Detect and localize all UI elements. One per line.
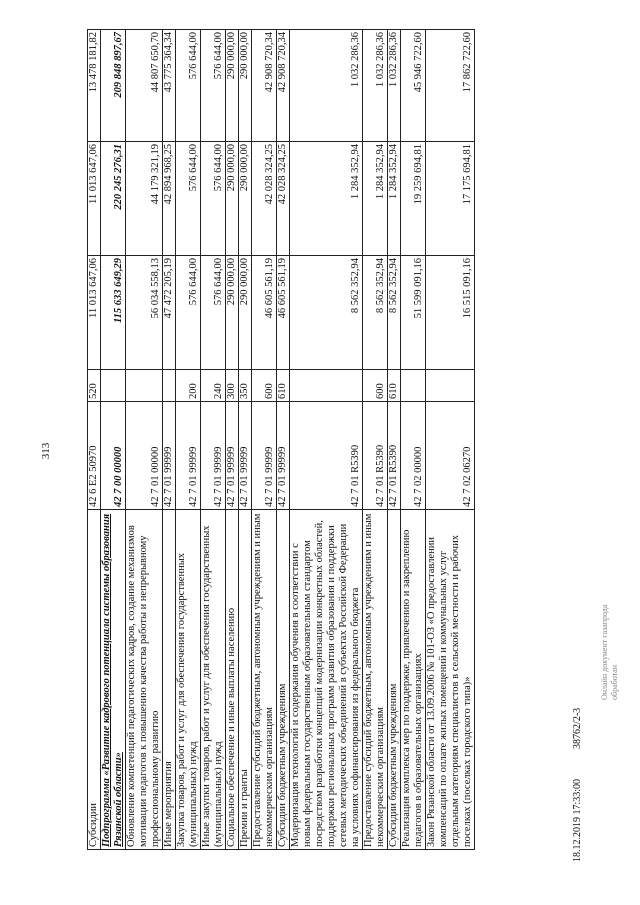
- row-amount-3: 1 032 286,36: [388, 30, 401, 142]
- table-row: [388, 30, 401, 850]
- row-name: Субсидии: [88, 510, 101, 850]
- row-amount-2: 1 284 352,94: [388, 142, 401, 256]
- table-row: [290, 30, 363, 850]
- row-expense-type: [426, 370, 475, 402]
- row-expense-type: [101, 370, 126, 402]
- row-expense-type: [401, 370, 426, 402]
- row-amount-3: 44 807 650,70: [126, 30, 163, 142]
- row-amount-2: 42 028 324,25: [277, 142, 290, 256]
- row-amount-1: 8 562 352,94: [388, 256, 401, 370]
- row-amount-1: 576 644,00: [201, 256, 226, 370]
- row-amount-2: 220 245 276,31: [101, 142, 126, 256]
- row-amount-2: 19 259 694,81: [401, 142, 426, 256]
- row-amount-1: 51 599 091,16: [401, 256, 426, 370]
- row-amount-2: 290 000,00: [226, 142, 239, 256]
- row-code: 42 7 01 99999: [163, 402, 176, 510]
- row-expense-type: 600: [363, 370, 388, 402]
- watermark-stamp: [600, 520, 630, 700]
- row-code: 42 7 01 R5390: [290, 402, 363, 510]
- row-code: 42 6 E2 50970: [88, 402, 101, 510]
- row-amount-3: 1 032 286,36: [290, 30, 363, 142]
- row-name: Модернизация технологий и содержания обучения в соответствии с новым федеральным государственным образовательным стандартом посредством разработки концепций модернизации конкретных областей, поддержки региональных программ развития образования и поддержки сетевых методических объединений в субъектах Российской Федерации на условиях софинансирования из федерального бюджета: [290, 510, 363, 850]
- row-code: 42 7 01 99999: [252, 402, 277, 510]
- row-amount-3: 209 848 897,67: [101, 30, 126, 142]
- row-amount-1: 11 013 647,06: [88, 256, 101, 370]
- row-amount-2: 576 644,00: [176, 142, 201, 256]
- row-name: Социальное обеспечение и иные выплаты населению: [226, 510, 239, 850]
- row-amount-2: 42 028 324,25: [252, 142, 277, 256]
- row-code: 42 7 01 00000: [126, 402, 163, 510]
- row-amount-1: 47 472 205,19: [163, 256, 176, 370]
- table-row: [126, 30, 163, 850]
- row-amount-2: 17 175 694,81: [426, 142, 475, 256]
- row-expense-type: [163, 370, 176, 402]
- page-number: 313: [40, 442, 52, 460]
- row-amount-1: 115 633 649,29: [101, 256, 126, 370]
- row-name: Реализация комплекса мер по поддержке, привлечению и закреплению педагогов в образовательных организациях: [401, 510, 426, 850]
- stamp-line-2: обработан: [610, 664, 619, 700]
- table-row: [239, 30, 252, 850]
- row-expense-type: 300: [226, 370, 239, 402]
- row-expense-type: [126, 370, 163, 402]
- row-amount-2: 44 179 321,19: [126, 142, 163, 256]
- row-amount-2: 1 284 352,94: [363, 142, 388, 256]
- row-expense-type: 200: [176, 370, 201, 402]
- table-row: [401, 30, 426, 850]
- row-amount-1: 290 000,00: [239, 256, 252, 370]
- row-expense-type: 610: [388, 370, 401, 402]
- row-amount-3: 576 644,00: [201, 30, 226, 142]
- row-amount-1: 46 605 561,19: [277, 256, 290, 370]
- row-amount-3: 290 000,00: [226, 30, 239, 142]
- row-amount-1: 576 644,00: [176, 256, 201, 370]
- row-name: Иные закупки товаров, работ и услуг для обеспечения государственных (муниципальных) нужд: [201, 510, 226, 850]
- row-code: 42 7 01 R5390: [388, 402, 401, 510]
- table-row: [363, 30, 388, 850]
- row-amount-2: 1 284 352,94: [290, 142, 363, 256]
- row-amount-3: 42 908 720,34: [252, 30, 277, 142]
- table-row: [252, 30, 277, 850]
- row-amount-2: 290 000,00: [239, 142, 252, 256]
- row-name: Закон Рязанской области от 13.09.2006 № 101-ОЗ «О предоставлении компенсаций по оплате жилых помещений и коммунальных услуг отдельным категориям специалистов в сельской местности и рабочих поселках (поселках городского типа)»: [426, 510, 475, 850]
- row-expense-type: 600: [252, 370, 277, 402]
- row-code: 42 7 01 99999: [176, 402, 201, 510]
- footer: [572, 622, 586, 862]
- row-expense-type: 350: [239, 370, 252, 402]
- row-code: 42 7 01 99999: [201, 402, 226, 510]
- row-name: Предоставление субсидий бюджетным, автономным учреждениям и иным некоммерческим организациям: [363, 510, 388, 850]
- row-expense-type: 520: [88, 370, 101, 402]
- table-row: [163, 30, 176, 850]
- row-name: Иные мероприятия: [163, 510, 176, 850]
- table-row: [101, 30, 126, 850]
- row-amount-2: 576 644,00: [201, 142, 226, 256]
- footer-doc-code: 38762/2-3: [572, 707, 583, 749]
- footer-datetime: 18.12.2019 17:33:00: [572, 778, 583, 862]
- row-expense-type: 610: [277, 370, 290, 402]
- row-name: Субсидии бюджетным учреждениям: [388, 510, 401, 850]
- row-amount-3: 17 862 722,60: [426, 30, 475, 142]
- table-row: [226, 30, 239, 850]
- table-row: [176, 30, 201, 850]
- row-amount-3: 576 644,00: [176, 30, 201, 142]
- row-amount-1: 56 034 558,13: [126, 256, 163, 370]
- row-name: Подпрограмма «Развитие кадрового потенциала системы образования Рязанской области»: [101, 510, 126, 850]
- row-code: 42 7 02 00000: [401, 402, 426, 510]
- row-name: Субсидии бюджетным учреждениям: [277, 510, 290, 850]
- row-amount-3: 43 775 364,34: [163, 30, 176, 142]
- row-amount-3: 290 000,00: [239, 30, 252, 142]
- row-amount-3: 42 908 720,34: [277, 30, 290, 142]
- row-amount-1: 16 515 091,16: [426, 256, 475, 370]
- row-amount-2: 11 013 647,06: [88, 142, 101, 256]
- row-amount-1: 290 000,00: [226, 256, 239, 370]
- row-code: 42 7 02 06270: [426, 402, 475, 510]
- row-expense-type: [290, 370, 363, 402]
- row-name: Предоставление субсидий бюджетным, автономным учреждениям и иным некоммерческим организациям: [252, 510, 277, 850]
- table-row: [426, 30, 475, 850]
- row-amount-1: 8 562 352,94: [290, 256, 363, 370]
- budget-table-rotated: [87, 30, 545, 850]
- row-code: 42 7 01 99999: [239, 402, 252, 510]
- row-name: Премии и гранты: [239, 510, 252, 850]
- table-row: [88, 30, 101, 850]
- row-amount-3: 13 478 181,82: [88, 30, 101, 142]
- stamp-line-1: Онлайн документ газапрода: [600, 604, 609, 700]
- row-code: 42 7 01 99999: [277, 402, 290, 510]
- table-row: [277, 30, 290, 850]
- row-amount-1: 46 605 561,19: [252, 256, 277, 370]
- row-code: 42 7 01 99999: [226, 402, 239, 510]
- budget-table: [87, 29, 475, 850]
- row-expense-type: 240: [201, 370, 226, 402]
- row-amount-1: 8 562 352,94: [363, 256, 388, 370]
- table-row: [201, 30, 226, 850]
- row-code: 42 7 00 00000: [101, 402, 126, 510]
- row-code: 42 7 01 R5390: [363, 402, 388, 510]
- row-name: Закупка товаров, работ и услуг для обеспечения государственных (муниципальных) нужд: [176, 510, 201, 850]
- row-name: Обновление компетенций педагогических кадров, создание механизмов мотивации педагогов к повышению качества работы и непрерывному профессиональному развитию: [126, 510, 163, 850]
- row-amount-3: 1 032 286,36: [363, 30, 388, 142]
- row-amount-2: 42 894 968,25: [163, 142, 176, 256]
- row-amount-3: 45 946 722,60: [401, 30, 426, 142]
